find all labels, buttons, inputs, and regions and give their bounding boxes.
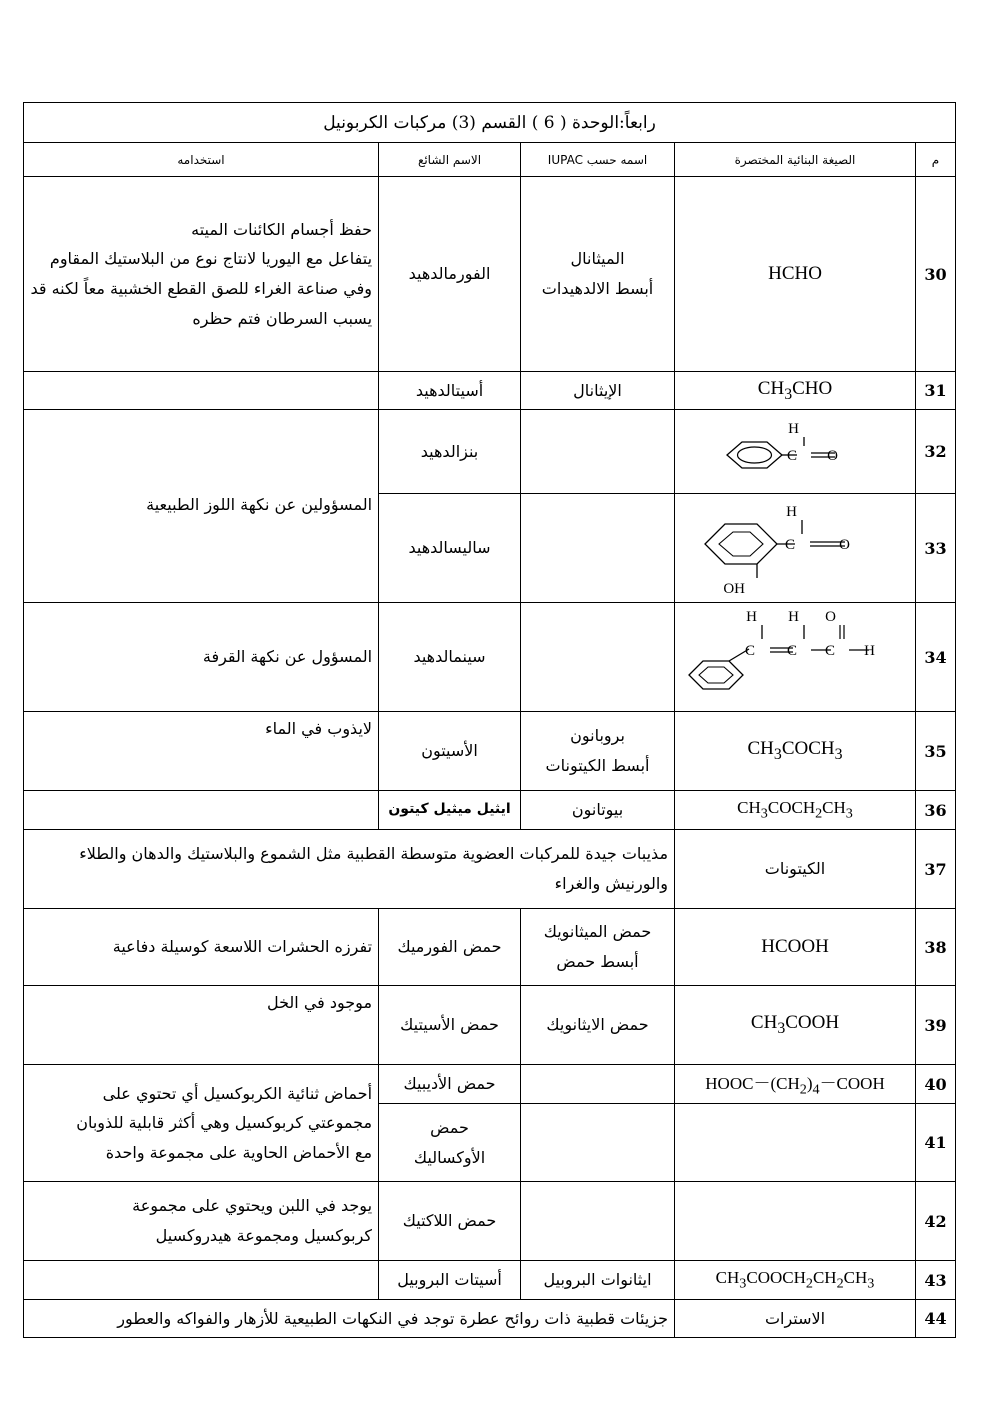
table-row: [24, 177, 956, 372]
hydrogen-label: H: [786, 504, 798, 520]
common-name-cell: حمض الأديبيك: [379, 1065, 521, 1104]
carbon-label: C: [787, 447, 798, 464]
formula-cell: الاسترات: [675, 1300, 916, 1338]
formula-cell: [675, 1104, 916, 1182]
row-num: 36: [916, 791, 956, 830]
row-num: 37: [916, 830, 956, 909]
common-name-cell: حمض اللاكتيك: [379, 1182, 521, 1261]
iupac-cell: [521, 1104, 675, 1182]
iupac-cell: [521, 494, 675, 603]
salicylaldehyde-structure-drawing: [695, 496, 895, 596]
table-row: [24, 986, 956, 1065]
usage-cell: [24, 791, 379, 830]
iupac-cell: [521, 909, 675, 986]
salicylaldehyde-structure: [675, 494, 916, 603]
iupac-line: أبسط الالدهيدات: [541, 279, 654, 298]
row-num: 41: [916, 1104, 956, 1182]
common-name-cell: الأسيتون: [379, 712, 521, 791]
formula-cell: HCHO: [675, 177, 916, 372]
usage-cell: [24, 177, 379, 372]
common-name-cell: حمض الفورميك: [379, 909, 521, 986]
iupac-cell: [521, 603, 675, 712]
usage-cell: المسؤول عن نكهة القرفة: [24, 603, 379, 712]
common-name-line: حمض: [430, 1117, 469, 1137]
table-row: [24, 830, 956, 909]
row-num: 34: [916, 603, 956, 712]
carbon-label: C: [744, 643, 755, 659]
hydrogen-label: H: [787, 609, 799, 625]
hydroxyl-label: OH: [723, 581, 746, 596]
oxygen-label: O: [839, 537, 851, 553]
common-name-cell: ساليسالدهيد: [379, 494, 521, 603]
oxygen-label: O: [824, 609, 836, 625]
iupac-cell: ايثانوات البروبيل: [521, 1261, 675, 1300]
cinnamaldehyde-structure-drawing: [683, 605, 908, 705]
usage-cell: [24, 372, 379, 410]
header-common: الاسم الشائع: [379, 143, 521, 177]
iupac-cell: [521, 712, 675, 791]
usage-line: يتفاعل مع اليوريا لانتاج نوع من البلاستيك المقاوم: [49, 249, 373, 269]
table-title: رابعاً:الوحدة ( 6 ) القسم (3) مركبات الكربونيل: [24, 103, 956, 143]
hydrogen-label: H: [788, 420, 800, 437]
row-num: 30: [916, 177, 956, 372]
usage-cell: لايذوب في الماء: [24, 712, 379, 791]
table-row: [24, 372, 956, 410]
iupac-line: بروبانون: [570, 726, 625, 746]
cinnamaldehyde-structure: [675, 603, 916, 712]
usage-line: كربوكسيل ومجموعة هيدروكسيل: [155, 1226, 373, 1245]
formula-cell: HCOOH: [675, 909, 916, 986]
carbon-label: C: [786, 643, 797, 659]
iupac-line: أبسط الكيتونات: [545, 756, 650, 775]
usage-line: أحماض ثنائية الكربوكسيل أي تحتوي على: [102, 1083, 373, 1103]
common-name-cell: [379, 1104, 521, 1182]
usage-line: مع الأحماض الحاوية على مجموعة واحدة: [105, 1142, 373, 1162]
usage-line: يوجد في اللبن ويحتوي على مجموعة: [132, 1196, 373, 1216]
formula-cell: $CH_3COOCH_2CH_2CH_3$: [675, 1261, 916, 1300]
usage-line: مجموعتي كربوكسيل وهي أكثر قابلية للذوبان: [76, 1113, 373, 1133]
usage-line: وفي صناعة الغراء للصق القطع الخشبية معاً لكنه قد يسبب السرطان فتم حظره: [30, 279, 373, 328]
header-iupac: اسمه حسب IUPAC: [521, 143, 675, 177]
carbon-label: C: [824, 643, 835, 659]
formula-cell: $HOOC-(CH_2)_4-COOH$: [675, 1065, 916, 1104]
table-row: [24, 712, 956, 791]
iupac-line: الميثانال: [570, 249, 625, 269]
common-name-cell: أسيتالدهيد: [379, 372, 521, 410]
table-row: [24, 909, 956, 986]
iupac-cell: الإيثانال: [521, 372, 675, 410]
formula-cell: $CH_3COOH$: [675, 986, 916, 1065]
row-num: 31: [916, 372, 956, 410]
table-row: [24, 1300, 956, 1338]
common-name-cell: حمض الأسيتيك: [379, 986, 521, 1065]
usage-cell: [24, 1182, 379, 1261]
usage-cell: موجود في الخل: [24, 986, 379, 1065]
benzaldehyde-structure: [675, 410, 916, 494]
hydrogen-label: H: [863, 643, 875, 659]
usage-cell: جزيئات قطبية ذات روائح عطرة توجد في النكهات الطبيعية للأزهار والفواكه والعطور: [24, 1300, 675, 1338]
row-num: 43: [916, 1261, 956, 1300]
table-row: [24, 1065, 956, 1104]
usage-cell: مذيبات جيدة للمركبات العضوية متوسطة القطبية مثل الشموع والبلاستيك والدهان والطلاء والورنيش والغراء: [24, 830, 675, 909]
row-num: 33: [916, 494, 956, 603]
row-num: 32: [916, 410, 956, 494]
common-name-line: الأوكساليك: [413, 1147, 486, 1167]
iupac-cell: [521, 410, 675, 494]
row-num: 42: [916, 1182, 956, 1261]
carbon-label: C: [785, 537, 796, 553]
usage-cell: تفرزه الحشرات اللاسعة كوسيلة دفاعية: [24, 909, 379, 986]
iupac-cell: [521, 1182, 675, 1261]
formula-cell: الكيتونات: [675, 830, 916, 909]
iupac-cell: حمض الايثانويك: [521, 986, 675, 1065]
iupac-cell: [521, 1065, 675, 1104]
hydrogen-label: H: [745, 609, 757, 625]
common-name-cell: أسيتات البروبيل: [379, 1261, 521, 1300]
carbonyl-compounds-table: [23, 102, 956, 1338]
common-name-cell: بنزالدهيد: [379, 410, 521, 494]
table-row: [24, 791, 956, 830]
table-row: [24, 603, 956, 712]
iupac-cell: بيوتانون: [521, 791, 675, 830]
row-num: 35: [916, 712, 956, 791]
iupac-line: أبسط حمض: [556, 952, 639, 971]
iupac-cell: [521, 177, 675, 372]
usage-cell: [24, 1261, 379, 1300]
row-num: 40: [916, 1065, 956, 1104]
table-row: [24, 410, 956, 494]
benzaldehyde-structure-drawing: [705, 415, 885, 485]
row-num: 38: [916, 909, 956, 986]
oxygen-label: O: [827, 447, 839, 464]
table-row: [24, 1182, 956, 1261]
iupac-line: حمض الميثانويك: [543, 922, 652, 942]
usage-cell: المسؤولين عن نكهة اللوز الطبيعية: [24, 410, 379, 603]
usage-line: حفظ أجسام الكائنات الميته: [191, 219, 373, 239]
common-name-cell: سينمالدهيد: [379, 603, 521, 712]
header-num: م: [916, 143, 956, 177]
table-row: [24, 1261, 956, 1300]
formula-cell: $CH_3COCH_2CH_3$: [675, 791, 916, 830]
row-num: 44: [916, 1300, 956, 1338]
header-formula: الصيغة البنائية المختصرة: [675, 143, 916, 177]
header-usage: استخدامه: [24, 143, 379, 177]
formula-cell: $CH_3CHO$: [675, 372, 916, 410]
common-name-cell: الفورمالدهيد: [379, 177, 521, 372]
common-name-cell: ايثيل ميثيل كيتون: [379, 791, 521, 830]
formula-cell: $CH_3COCH_3$: [675, 712, 916, 791]
row-num: 39: [916, 986, 956, 1065]
formula-cell: [675, 1182, 916, 1261]
usage-cell: [24, 1065, 379, 1182]
